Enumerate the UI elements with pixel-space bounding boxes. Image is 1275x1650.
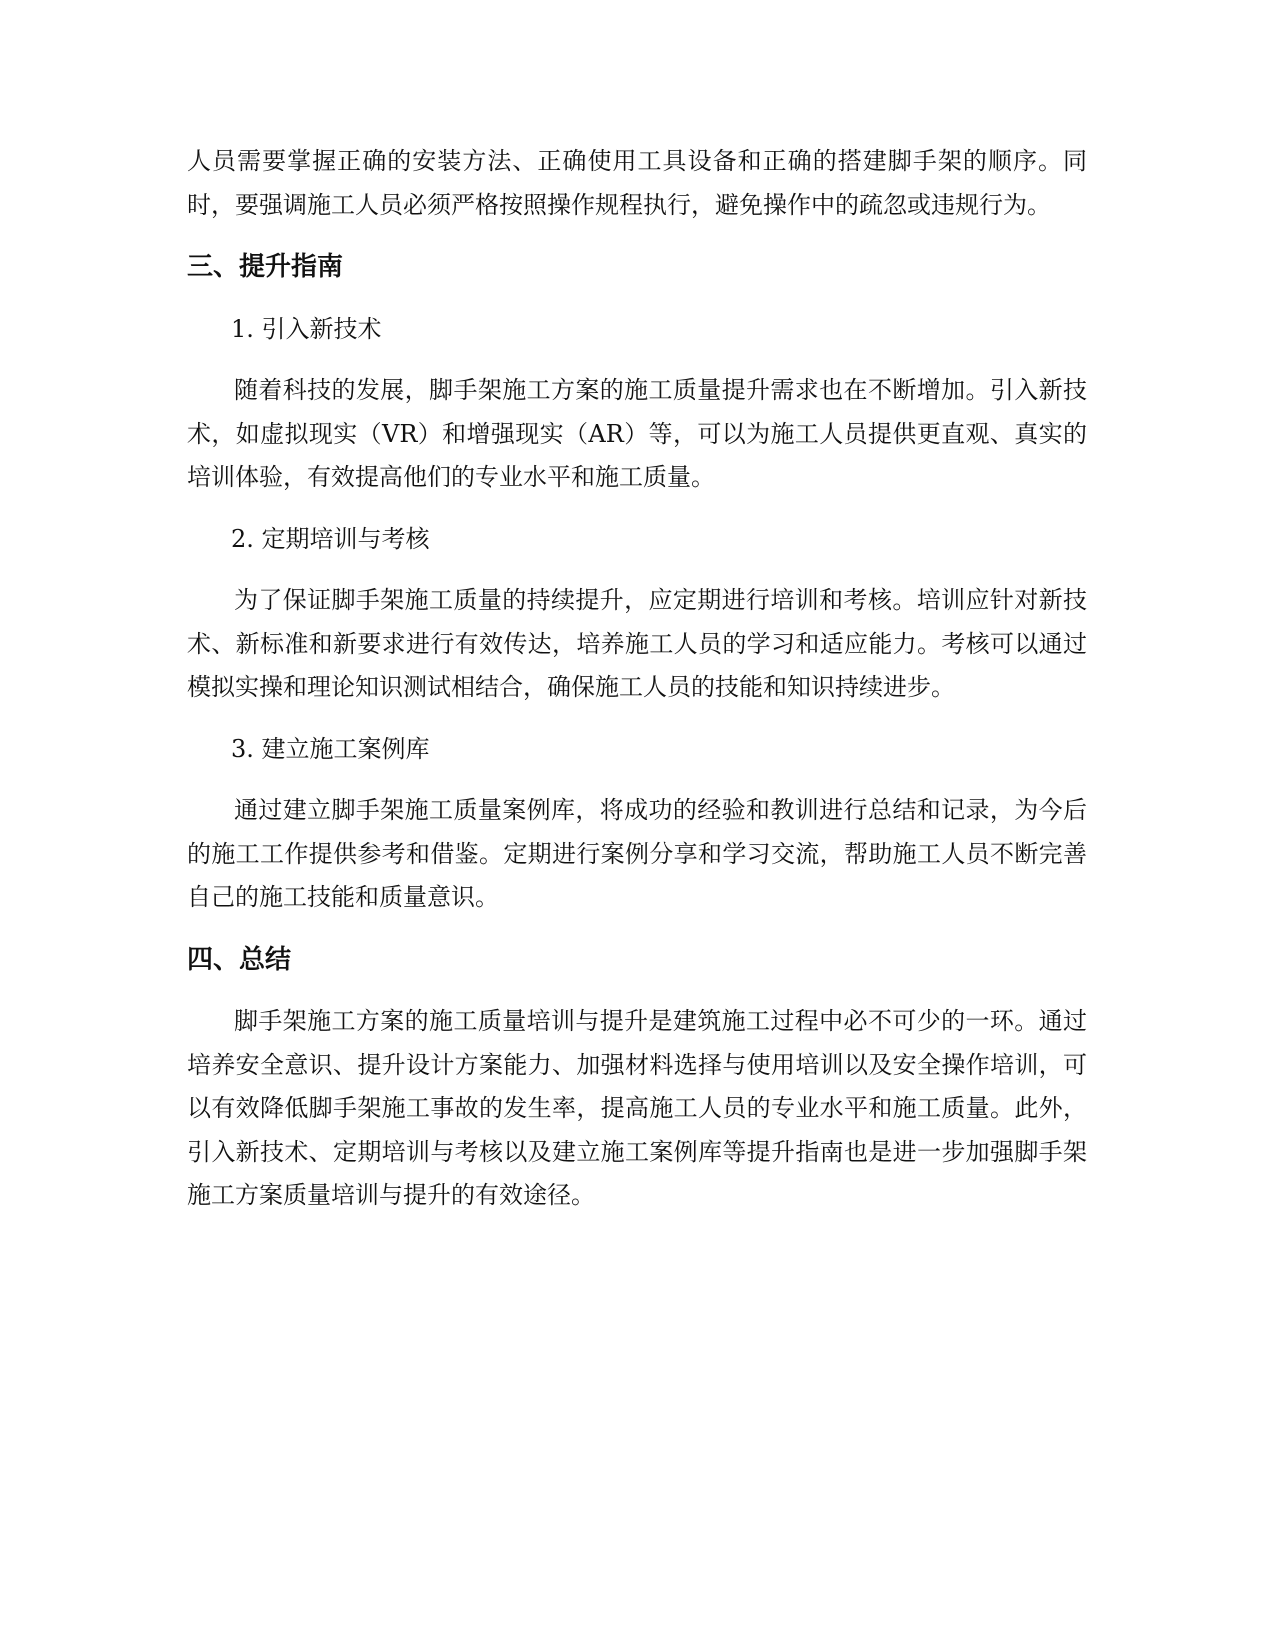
intro-paragraph: 人员需要掌握正确的安装方法、正确使用工具设备和正确的搭建脚手架的顺序。同时，要强调施工人员必须严格按照操作规程执行，避免操作中的疏忽或违规行为。 — [187, 147, 1087, 219]
section-heading-summary: 四、总结 — [187, 944, 292, 975]
subsection-body-new-technology: 随着科技的发展，脚手架施工方案的施工质量提升需求也在不断增加。引入新技术，如虚拟现实（VR）和增强现实（AR）等，可以为施工人员提供更直观、真实的培训体验，有效提高他们的专业水平和施工质量。 — [187, 376, 1087, 491]
spacer — [187, 771, 1087, 789]
subsection-title-regular-training: 2. 定期培训与考核 — [231, 524, 430, 553]
subsection-title-new-technology: 1. 引入新技术 — [231, 314, 382, 343]
subsection-body-regular-training: 为了保证脚手架施工质量的持续提升，应定期进行培训和考核。培训应针对新技术、新标准和新要求进行有效传达，培养施工人员的学习和适应能力。考核可以通过模拟实操和理论知识测试相结合，确保施工人员的技能和知识持续进步。 — [187, 586, 1087, 701]
spacer — [187, 982, 1087, 1000]
section-heading-improvement-guide: 三、提升指南 — [187, 252, 344, 282]
spacer — [187, 920, 1087, 939]
subsection-title-case-library: 3. 建立施工案例库 — [231, 734, 430, 763]
spacer — [187, 351, 1087, 369]
spacer — [187, 290, 1087, 308]
spacer — [187, 500, 1087, 518]
subsection-body-case-library: 通过建立脚手架施工质量案例库，将成功的经验和教训进行总结和记录，为今后的施工工作提供参考和借鉴。定期进行案例分享和学习交流，帮助施工人员不断完善自己的施工技能和质量意识。 — [187, 796, 1087, 911]
document-page — [187, 140, 1087, 1218]
spacer — [187, 710, 1087, 728]
spacer — [187, 227, 1087, 246]
summary-paragraph: 脚手架施工方案的施工质量培训与提升是建筑施工过程中必不可少的一环。通过培养安全意识、提升设计方案能力、加强材料选择与使用培训以及安全操作培训，可以有效降低脚手架施工事故的发生率，提高施工人员的专业水平和施工质量。此外，引入新技术、定期培训与考核以及建立施工案例库等提升指南也是进一步加强脚手架施工方案质量培训与提升的有效途径。 — [187, 1007, 1087, 1209]
spacer — [187, 561, 1087, 579]
